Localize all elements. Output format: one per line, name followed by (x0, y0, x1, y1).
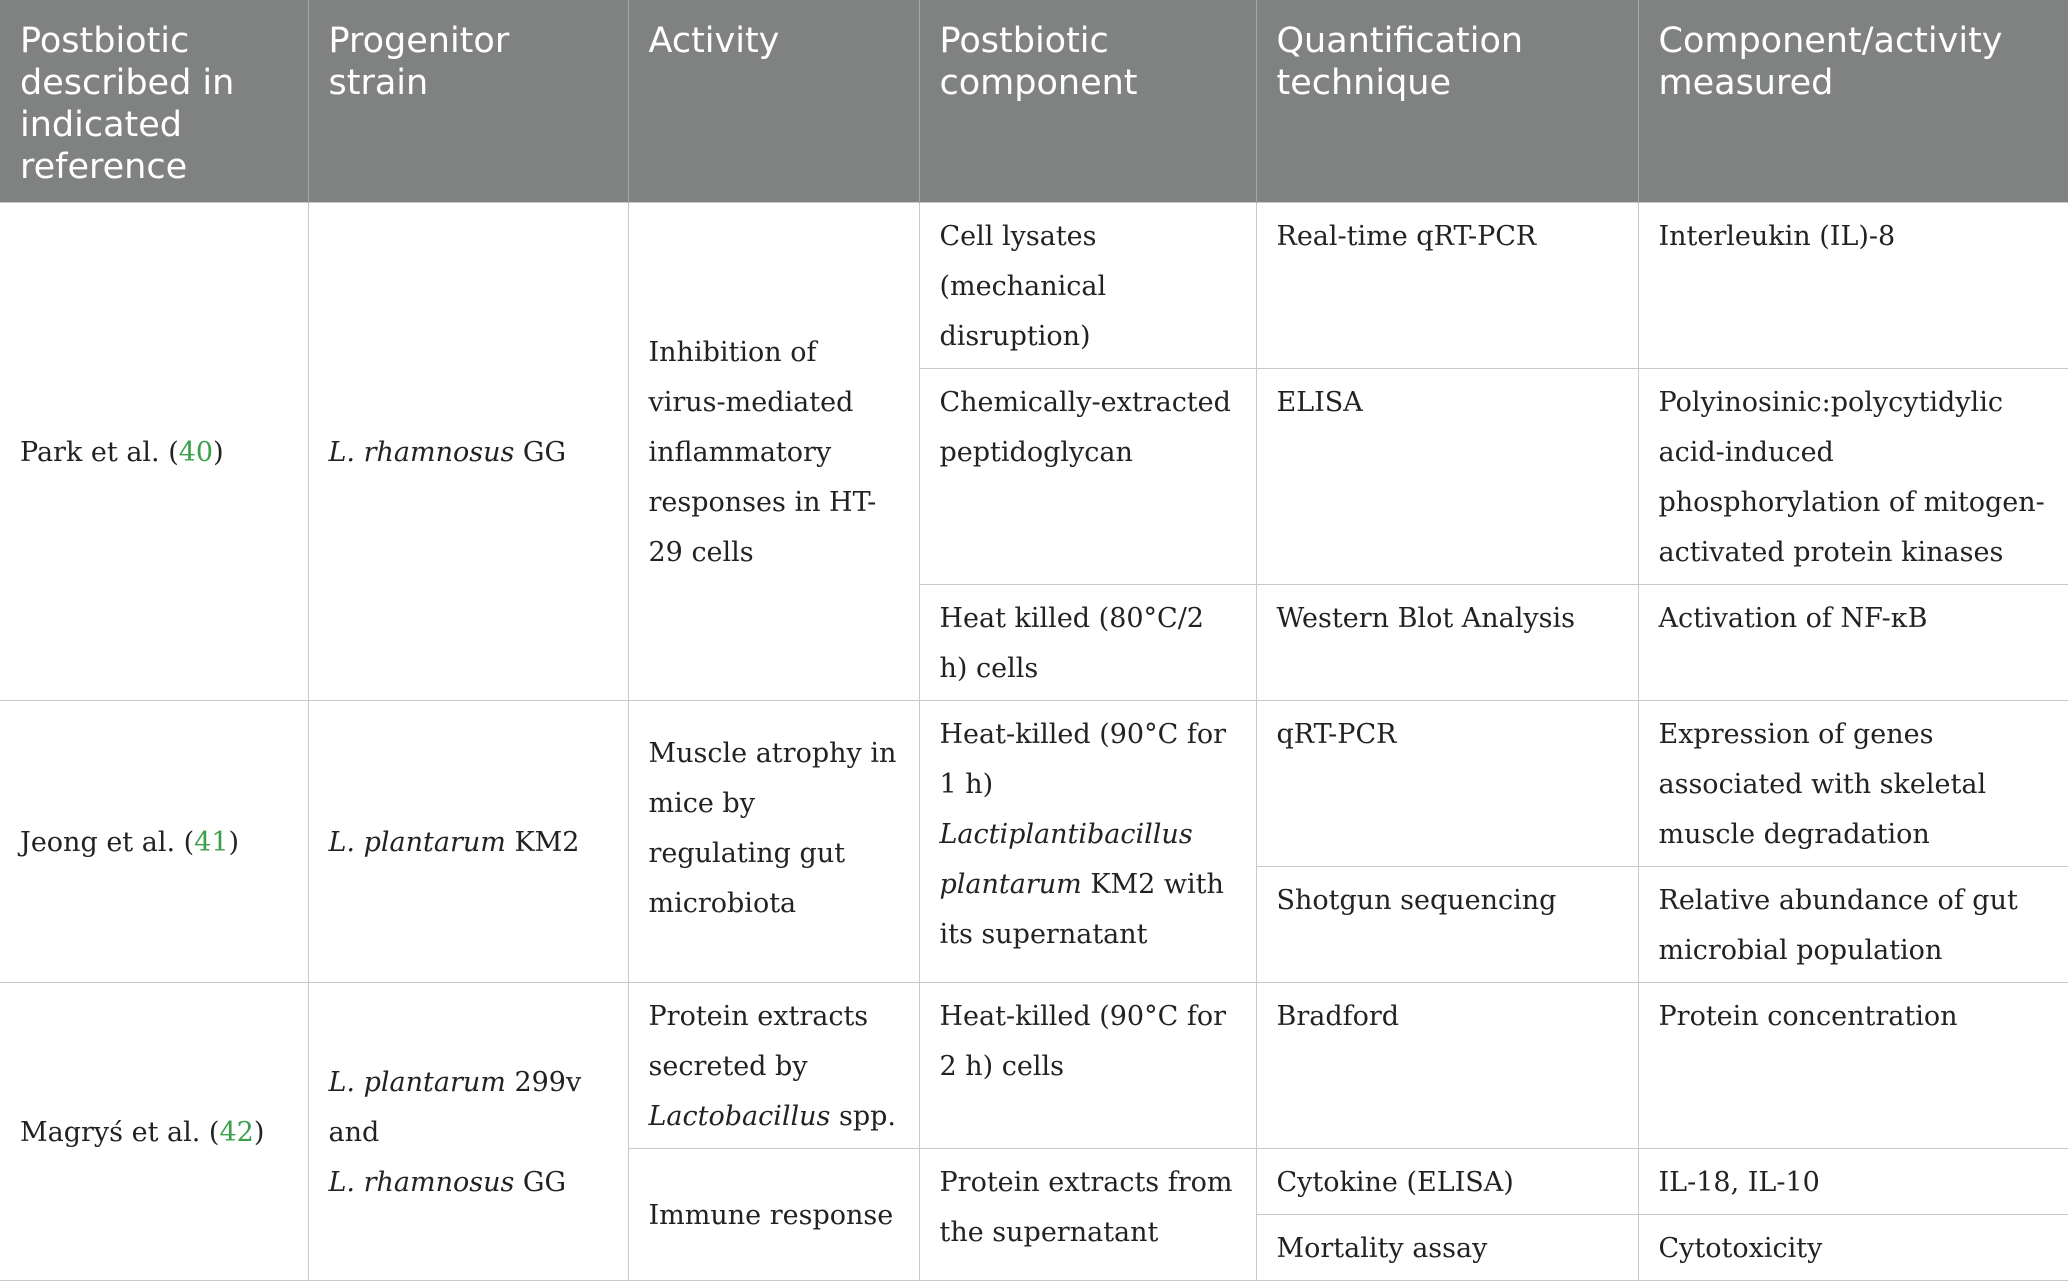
measured-cell: Protein concentration (1638, 983, 2068, 1149)
strain-cell-magrys: L. plantarum 299v and L. rhamnosus GG (308, 983, 628, 1281)
technique-cell: Bradford (1256, 983, 1638, 1149)
header-activity: Activity (628, 0, 919, 203)
measured-cell: Relative abundance of gut microbial population (1638, 867, 2068, 983)
reference-cell-magrys: Magryś et al. (42) (0, 983, 308, 1281)
header-row (0, 0, 2068, 203)
technique-cell: Shotgun sequencing (1256, 867, 1638, 983)
reference-link-40[interactable]: 40 (178, 437, 214, 468)
component-cell: Heat killed (80°C/2 h) cells (919, 585, 1256, 701)
reference-cell-jeong: Jeong et al. (41) (0, 701, 308, 983)
component-cell: Cell lysates (mechanical disruption) (919, 203, 1256, 369)
measured-cell: Polyinosinic:polycytidylic acid-induced phosphorylation of mitogen-activated protein kinases (1638, 369, 2068, 585)
measured-cell: Interleukin (IL)-8 (1638, 203, 2068, 369)
component-cell: Chemically-extracted peptidoglycan (919, 369, 1256, 585)
header-postbiotic: Postbiotic described in indicated reference (0, 0, 308, 203)
technique-cell: Western Blot Analysis (1256, 585, 1638, 701)
component-cell: Protein extracts from the supernatant (919, 1149, 1256, 1281)
strain-cell-park: L. rhamnosus GG (308, 203, 628, 701)
activity-cell-jeong: Muscle atrophy in mice by regulating gut microbiota (628, 701, 919, 983)
header-postbiotic-component: Postbiotic component (919, 0, 1256, 203)
measured-cell: Activation of NF-κB (1638, 585, 2068, 701)
technique-cell: Mortality assay (1256, 1215, 1638, 1281)
header-component-activity-measured: Component/activity measured (1638, 0, 2068, 203)
table-row (0, 983, 2068, 1149)
activity-cell-magrys-1: Protein extracts secreted by Lactobacillus spp. (628, 983, 919, 1149)
technique-cell: qRT-PCR (1256, 701, 1638, 867)
reference-cell-park: Park et al. (40) (0, 203, 308, 701)
component-cell-jeong: Heat-killed (90°C for 1 h) Lactiplantibacillus plantarum KM2 with its supernatant (919, 701, 1256, 983)
header-progenitor-strain: Progenitor strain (308, 0, 628, 203)
activity-cell-park: Inhibition of virus-mediated inflammatory responses in HT-29 cells (628, 203, 919, 701)
reference-link-42[interactable]: 42 (219, 1117, 254, 1148)
technique-cell: Real-time qRT-PCR (1256, 203, 1638, 369)
table-row (0, 701, 2068, 867)
reference-link-41[interactable]: 41 (194, 827, 229, 858)
measured-cell: Expression of genes associated with skeletal muscle degradation (1638, 701, 2068, 867)
technique-cell: ELISA (1256, 369, 1638, 585)
measured-cell: IL-18, IL-10 (1638, 1149, 2068, 1215)
technique-cell: Cytokine (ELISA) (1256, 1149, 1638, 1215)
strain-cell-jeong: L. plantarum KM2 (308, 701, 628, 983)
activity-cell-magrys-2: Immune response (628, 1149, 919, 1281)
table-row (0, 203, 2068, 369)
header-quantification-technique: Quantification technique (1256, 0, 1638, 203)
measured-cell: Cytotoxicity (1638, 1215, 2068, 1281)
component-cell: Heat-killed (90°C for 2 h) cells (919, 983, 1256, 1149)
